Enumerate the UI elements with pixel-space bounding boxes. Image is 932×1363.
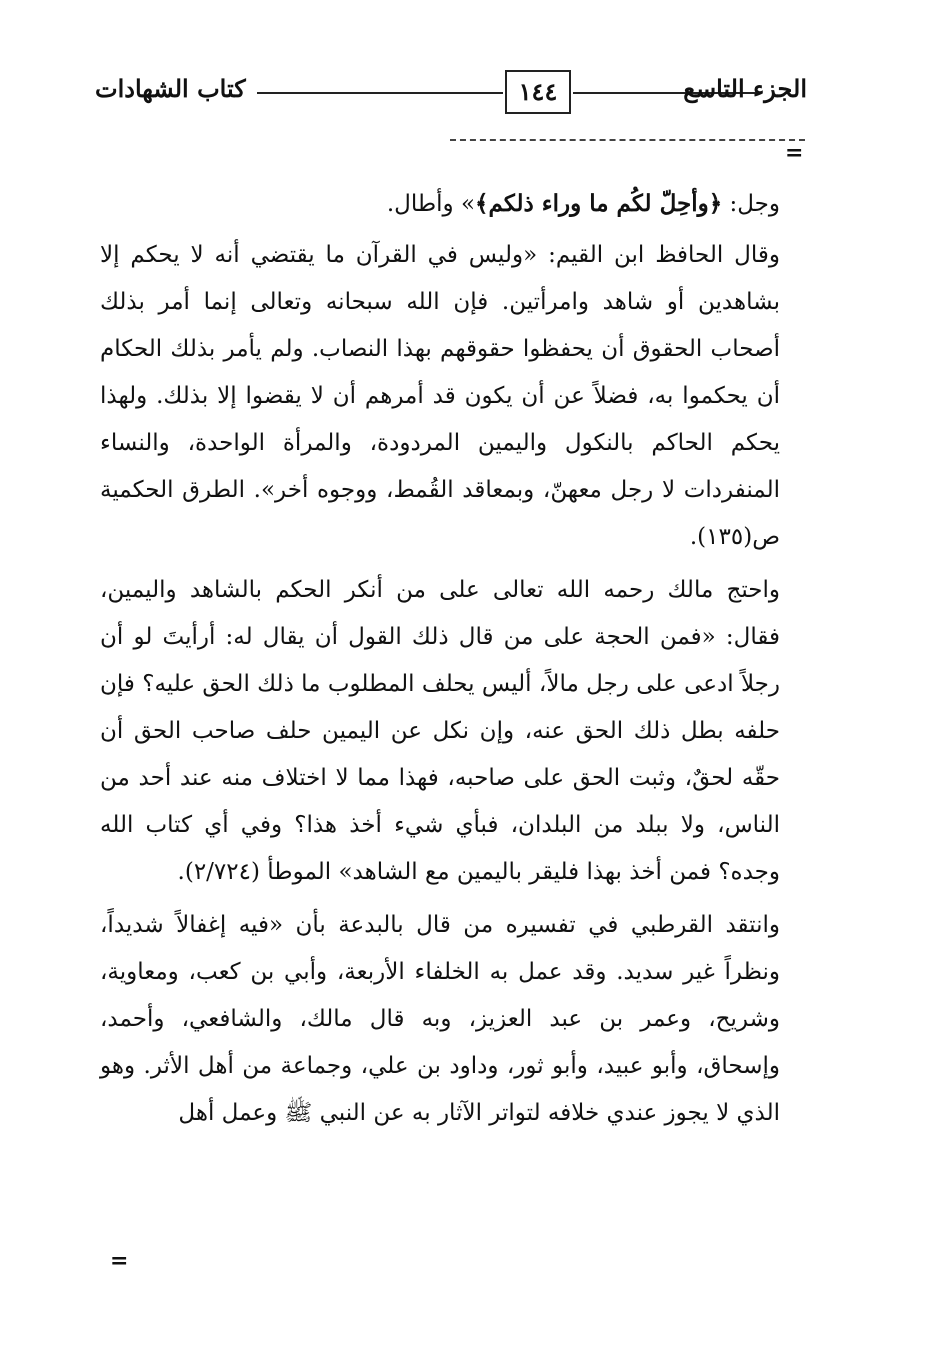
page-header [95, 70, 807, 120]
page-number: ١٤٤ [518, 77, 558, 106]
paragraph-3: واحتج مالك رحمه الله تعالى على من أنكر الحكم بالشاهد واليمين، فقال: «فمن الحجة على من قال ذلك القول أن يقال له: أرأيتَ لو أن رجلاً ادعى على رجل مالاً، أليس يحلف المطلوب ما ذلك الحق عليه؟ فإن حلفه بطل ذلك الحق عنه، وإن نكل عن اليمين حلف صاحب الحق أن حقّه لحقٌ، وثبت الحق على صاحبه، فهذا مما لا اختلاف منه عند أحد من الناس، ولا ببلد من البلدان، فبأي شيء أخذ هذا؟ وفي أي كتاب الله وجده؟ فمن أخذ بهذا فليقر باليمين مع الشاهد» الموطأ (٢/٧٢٤). [100, 577, 780, 885]
header-dashed-rule [450, 139, 805, 141]
quran-verse: ﴿وأحِلّ لكُم ما وراء ذلكم﴾ [475, 190, 723, 217]
continuation-mark-bottom: = [110, 1248, 129, 1274]
paragraph-1-suffix: » وأطال. [386, 191, 476, 217]
continuation-mark-top: = [785, 140, 804, 166]
paragraph-1 [100, 180, 780, 228]
paragraph-2: وقال الحافظ ابن القيم: «وليس في القرآن ما يقتضي أنه لا يحكم إلا بشاهدين أو شاهد وامرأتين. فإن الله سبحانه وتعالى إنما أمر بذلك أصحاب الحقوق أن يحفظوا حقوقهم بهذا النصاب. ولم يأمر بذلك الحكام أن يحكموا به، فضلاً عن أن يكون قد أمرهم أن لا يقضوا إلا بذلك. ولهذا يحكم الحاكم بالنكول واليمين المردودة، والمرأة الواحدة، والنساء المنفردات لا رجل معهنّ، وبمعاقد القُمط، ووجوه أخر». الطرق الحكمية ص(١٣٥). [100, 242, 780, 550]
header-rule-left [257, 92, 503, 94]
header-book-title: كتاب الشهادات [95, 74, 246, 103]
page-number-box [505, 70, 571, 114]
header-part-title: الجزء التاسع [683, 74, 807, 103]
paragraph-4: وانتقد القرطبي في تفسيره من قال بالبدعة بأن «فيه إغفالاً شديداً، ونظراً غير سديد. وقد عمل به الخلفاء الأربعة، وأبي بن كعب، ومعاوية، وشريح، وعمر بن عبد العزيز، وبه قال مالك، والشافعي، وأحمد، وإسحاق، وأبو عبيد، وأبو ثور، وداود بن علي، وجماعة من أهل الأثر. وهو الذي لا يجوز عندي خلافه لتواتر الآثار به عن النبي ﷺ وعمل أهل [100, 912, 780, 1126]
paragraph-1-prefix: وجل: [722, 191, 780, 217]
page-body [100, 180, 780, 1143]
